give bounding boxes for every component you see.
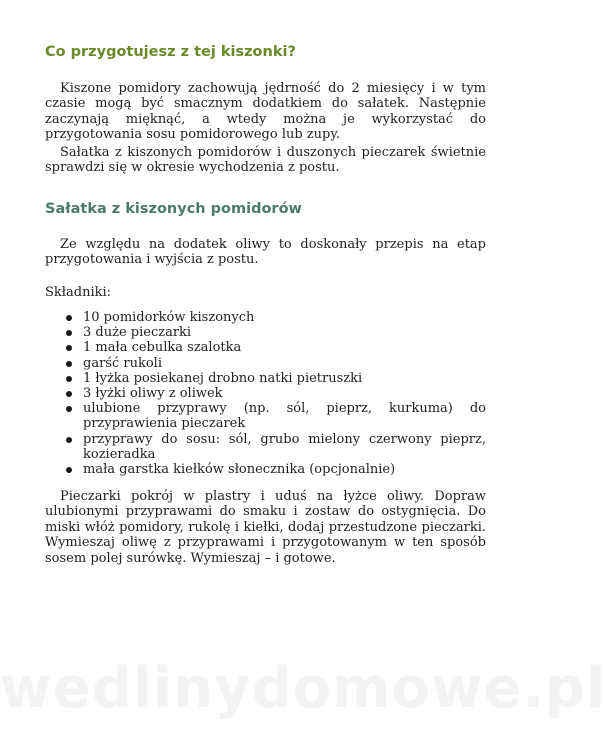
ingredients-label: Składniki: bbox=[45, 285, 112, 300]
list-item-text: 3 łyżki oliwy z oliwek bbox=[83, 386, 223, 402]
section-heading-salatka: Sałatka z kiszonych pomidorów bbox=[45, 201, 302, 217]
bullet-icon bbox=[66, 437, 72, 443]
section-heading-kiszonka: Co przygotujesz z tej kiszonki? bbox=[45, 44, 296, 60]
list-item bbox=[65, 310, 486, 325]
list-item-text: 3 duże pieczarki bbox=[83, 325, 192, 341]
list-item-text: 1 łyżka posiekanej drobno natki pietruszki bbox=[83, 370, 363, 386]
list-item bbox=[65, 462, 486, 477]
list-item bbox=[65, 325, 486, 340]
list-item bbox=[65, 356, 486, 371]
bullet-icon bbox=[66, 391, 72, 397]
watermark: wedlinydomowe.pl bbox=[0, 656, 606, 721]
bullet-icon bbox=[66, 315, 72, 321]
paragraph-method: Pieczarki pokrój w plastry i uduś na łyżce oliwy. Dopraw ulubionymi przyprawami do smaku i zostaw do ostygnięcia. Do miski włóż pomidory, rukolę i kiełki, dodaj przestudzone pieczarki. Wymieszaj oliwę z przyprawami i przygotowanym w ten sposób sosem polej surówkę. Wymieszaj – i gotowe. bbox=[45, 489, 486, 566]
list-item-text: ulubione przyprawy (np. sól, pieprz, kurkuma) do przyprawienia pieczarek bbox=[83, 401, 486, 432]
list-item-text: 10 pomidorków kiszonych bbox=[83, 310, 255, 325]
bullet-icon bbox=[66, 361, 72, 367]
paragraph-salatka-post: Sałatka z kiszonych pomidorów i duszonych pieczarek świetnie sprawdzi się w okresie wychodzenia z postu. bbox=[45, 145, 486, 176]
list-item bbox=[65, 401, 486, 431]
list-item bbox=[65, 432, 486, 462]
paragraph-kiszone-pomidory: Kiszone pomidory zachowują jędrność do 2 miesięcy i w tym czasie mogą być smacznym dodatkiem do sałatek. Następnie zaczynają mięknąć, a wtedy można je wykorzystać do przygotowania sosu pomidorowego lub zupy. bbox=[45, 81, 486, 143]
bullet-icon bbox=[66, 467, 72, 473]
list-item bbox=[65, 340, 486, 355]
list-item-text: 1 mała cebulka szalotka bbox=[83, 340, 242, 356]
bullet-icon bbox=[66, 330, 72, 336]
bullet-icon bbox=[66, 406, 72, 412]
bullet-icon bbox=[66, 376, 72, 382]
list-item bbox=[65, 371, 486, 386]
list-item-text: mała garstka kiełków słonecznika (opcjonalnie) bbox=[83, 462, 396, 478]
list-item-text: garść rukoli bbox=[83, 355, 162, 371]
paragraph-intro: Ze względu na dodatek oliwy to doskonały przepis na etap przygotowania i wyjścia z postu. bbox=[45, 237, 486, 268]
ingredients-list bbox=[65, 310, 486, 477]
list-item-text: przyprawy do sosu: sól, grubo mielony czerwony pieprz, kozieradka bbox=[83, 431, 486, 462]
bullet-icon bbox=[66, 345, 72, 351]
list-item bbox=[65, 386, 486, 401]
